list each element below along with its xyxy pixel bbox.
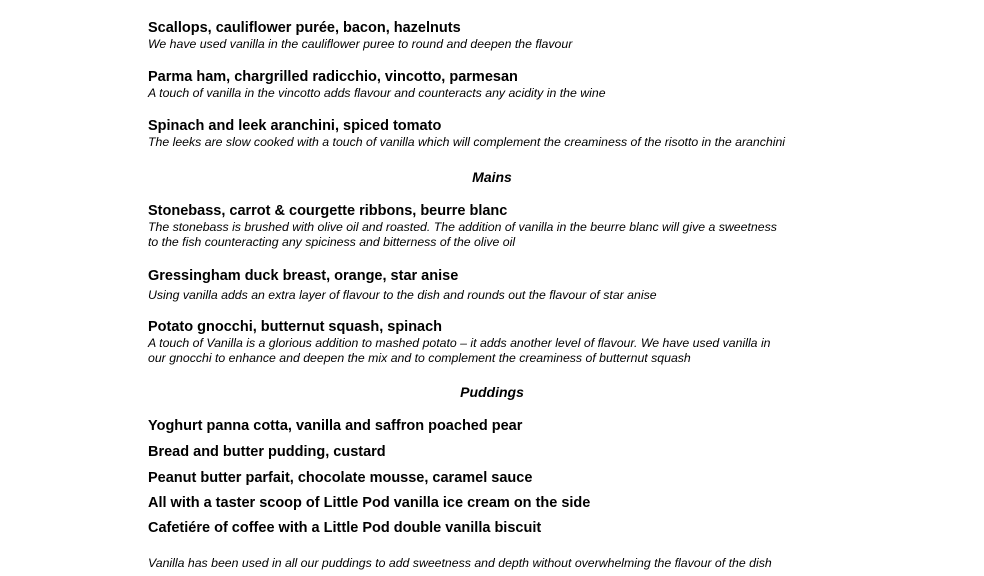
dish-title: Gressingham duck breast, orange, star anise xyxy=(148,268,459,284)
main-item xyxy=(148,319,848,366)
starter-item xyxy=(148,20,848,52)
dish-description-line: to the fish counteracting any spiciness and bitterness of the olive oil xyxy=(148,235,516,249)
dish-description: A touch of vanilla in the vincotto adds flavour and counteracts any acidity in the wine xyxy=(148,86,606,100)
dish-title: Parma ham, chargrilled radicchio, vincotto, parmesan xyxy=(148,69,518,85)
puddings-note: Vanilla has been used in all our puddings to add sweetness and depth without overwhelming the flavour of the dish xyxy=(148,556,772,570)
puddings-heading: Puddings xyxy=(460,384,524,400)
main-item xyxy=(148,268,848,303)
dish-title: Potato gnocchi, butternut squash, spinach xyxy=(148,319,443,335)
dish-title: Stonebass, carrot & courgette ribbons, beurre blanc xyxy=(148,203,508,219)
dish-title: Spinach and leek aranchini, spiced tomato xyxy=(148,118,442,134)
starter-item xyxy=(148,69,848,101)
pudding-item: Bread and butter pudding, custard xyxy=(148,444,386,460)
main-item xyxy=(148,203,848,250)
dish-description-line: our gnocchi to enhance and deepen the mix and to complement the creaminess of butternut squash xyxy=(148,351,691,365)
starter-item xyxy=(148,118,848,150)
dish-title: Scallops, cauliflower purée, bacon, hazelnuts xyxy=(148,20,461,36)
mains-heading: Mains xyxy=(472,169,512,185)
dish-description-line: Using vanilla adds an extra layer of flavour to the dish and rounds out the flavour of star anise xyxy=(148,288,657,302)
pudding-item: Peanut butter parfait, chocolate mousse, caramel sauce xyxy=(148,470,533,486)
dish-description-line: A touch of Vanilla is a glorious addition to mashed potato – it adds another level of flavour. We have used vanilla in xyxy=(148,336,771,350)
dish-description: The leeks are slow cooked with a touch of vanilla which will complement the creaminess of the risotto in the aranchini xyxy=(148,135,786,149)
pudding-item: All with a taster scoop of Little Pod vanilla ice cream on the side xyxy=(148,495,591,511)
pudding-item: Yoghurt panna cotta, vanilla and saffron poached pear xyxy=(148,418,523,434)
pudding-item: Cafetiére of coffee with a Little Pod double vanilla biscuit xyxy=(148,520,542,536)
dish-description: We have used vanilla in the cauliflower puree to round and deepen the flavour xyxy=(148,37,573,51)
dish-description-line: The stonebass is brushed with olive oil and roasted. The addition of vanilla in the beurre blanc will give a sweetness xyxy=(148,220,777,234)
